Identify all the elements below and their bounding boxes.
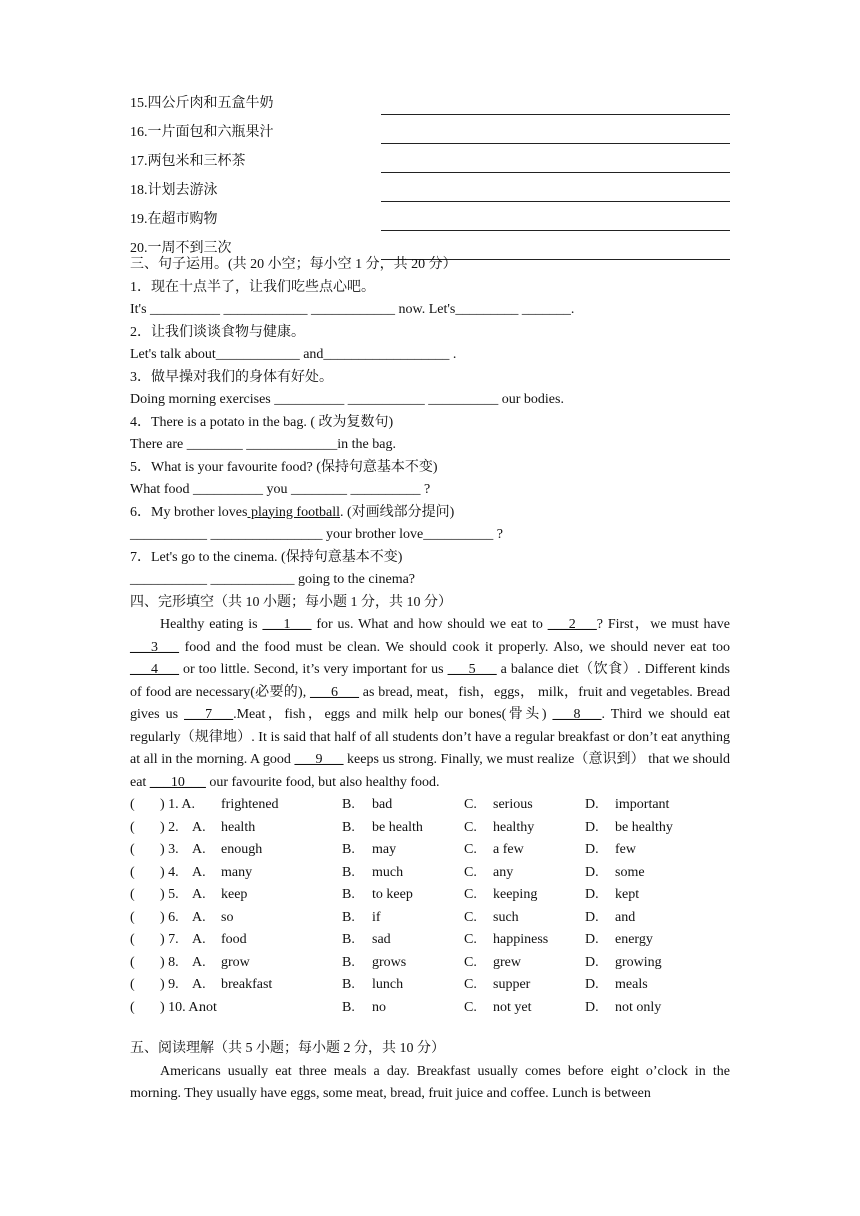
option-letter: B.	[342, 864, 355, 880]
paren-open: (	[130, 842, 135, 857]
option-letter: C.	[464, 819, 477, 835]
option-d[interactable]: meals	[615, 977, 648, 992]
paren-open: (	[130, 864, 135, 880]
paren-open: (	[130, 977, 135, 992]
blank: ___2___	[547, 617, 597, 632]
question-line: 4．There is a potato in the bag. ( 改为复数句)	[130, 414, 394, 430]
blank: ___9___	[294, 752, 344, 767]
option-c[interactable]: healthy	[493, 819, 535, 835]
option-c[interactable]: supper	[493, 977, 531, 992]
option-letter: C.	[464, 932, 477, 947]
vocab-prompt: 17.两包米和三杯茶	[130, 153, 246, 169]
option-letter: C.	[464, 842, 477, 857]
vocab-row	[130, 115, 730, 144]
cloze-passage	[130, 614, 730, 794]
option-row	[130, 817, 730, 840]
option-c[interactable]: a few	[493, 842, 524, 857]
question-line	[130, 502, 730, 525]
answer-line[interactable]: ___________ ________________ your brother love__________ ?	[130, 527, 503, 542]
paren-open: (	[130, 932, 135, 947]
option-letter: D.	[585, 842, 599, 857]
option-a[interactable]: enough	[221, 842, 263, 857]
option-letter: C.	[464, 797, 477, 812]
blank: ___10___	[149, 774, 206, 790]
option-b[interactable]: may	[372, 842, 397, 857]
option-d[interactable]: not only	[615, 999, 662, 1015]
option-row	[130, 794, 730, 817]
passage-text: for us. What and how should we eat to	[311, 617, 548, 632]
question-text: 6．My brother loves	[130, 504, 248, 520]
option-row	[130, 839, 730, 862]
option-b[interactable]: be health	[372, 819, 423, 835]
option-d[interactable]: growing	[615, 954, 662, 970]
vocab-row	[130, 202, 730, 231]
option-a[interactable]: so	[221, 909, 234, 925]
question-number: ) 7.	[160, 932, 179, 947]
option-letter: D.	[585, 954, 599, 970]
answer-line[interactable]: It's __________ ____________ ____________ now. Let's_________ _______.	[130, 302, 575, 317]
cloze-section	[130, 592, 730, 1020]
option-d[interactable]: energy	[615, 932, 653, 947]
question-text: . (对画线部分提问)	[339, 504, 455, 520]
option-letter: D.	[585, 977, 599, 992]
option-letter: D.	[585, 909, 599, 925]
answer-line[interactable]: There are ________ _____________in the bag.	[130, 437, 396, 452]
option-c[interactable]: keeping	[493, 887, 538, 902]
option-letter: D.	[585, 864, 599, 880]
answer-line[interactable]	[381, 181, 730, 202]
option-b[interactable]: grows	[372, 954, 407, 970]
section-title: 四、完形填空（共 10 小题；每小题 1 分，共 10 分）	[130, 594, 452, 610]
question-number: ) 8.	[160, 954, 179, 970]
passage-text: keeps us strong. Finally, we must realize（意识到） that we should eat	[130, 752, 730, 790]
question-line: 1．现在十点半了，让我们吃些点心吧。	[130, 279, 375, 295]
option-letter: B.	[342, 999, 355, 1015]
option-letter: C.	[464, 909, 477, 925]
answer-line[interactable]: Doing morning exercises __________ ___________ __________ our bodies.	[130, 392, 564, 407]
vocab-section	[130, 86, 730, 260]
passage-text: or too little. Second, it’s very important for us	[179, 662, 448, 677]
answer-line[interactable]	[381, 94, 730, 115]
option-a[interactable]: keep	[221, 887, 248, 902]
vocab-row	[130, 86, 730, 115]
option-c[interactable]: serious	[493, 797, 533, 812]
passage-text: as bread, meat，fish，eggs， milk，fruit and vegetables. Bread gives us	[130, 684, 730, 722]
option-letter: B.	[342, 954, 355, 970]
option-letter: D.	[585, 932, 599, 947]
option-row	[130, 997, 730, 1020]
option-b[interactable]: to keep	[372, 887, 413, 902]
passage-text: our favourite food, but also healthy food.	[205, 774, 440, 790]
question-number: ) 4.	[160, 864, 179, 880]
option-row	[130, 952, 730, 975]
vocab-prompt: 16.一片面包和六瓶果汁	[130, 124, 274, 140]
option-c[interactable]: any	[493, 864, 514, 880]
blank: ___8___	[552, 707, 602, 722]
paren-open: (	[130, 909, 135, 925]
option-letter: A.	[192, 977, 206, 992]
option-c[interactable]: not yet	[493, 999, 532, 1015]
blank: ___4___	[130, 662, 179, 677]
option-d[interactable]: important	[615, 797, 670, 812]
paren-open: (	[130, 887, 135, 902]
question-line: 3．做早操对我们的身体有好处。	[130, 369, 333, 385]
vocab-prompt: 19.在超市购物	[130, 211, 218, 227]
option-b[interactable]: sad	[372, 932, 391, 947]
option-b[interactable]: if	[372, 909, 381, 925]
option-a[interactable]: health	[221, 819, 256, 835]
option-letter: A.	[192, 954, 206, 970]
option-b[interactable]: bad	[372, 797, 393, 812]
section-title: 五、阅读理解（共 5 小题；每小题 2 分，共 10 分）	[130, 1041, 445, 1056]
option-letter: D.	[585, 999, 599, 1015]
option-d[interactable]: and	[615, 909, 636, 925]
question-line: 2．让我们谈谈食物与健康。	[130, 324, 305, 340]
blank: ___5___	[447, 662, 497, 677]
option-b[interactable]: much	[372, 864, 404, 880]
worksheet-page	[130, 95, 730, 1019]
answer-line[interactable]	[381, 210, 730, 231]
option-c[interactable]: such	[493, 909, 519, 925]
option-letter: B.	[342, 887, 355, 902]
option-b[interactable]: lunch	[372, 977, 404, 992]
option-letter: C.	[464, 999, 477, 1015]
option-a[interactable]: grow	[221, 954, 250, 970]
option-row	[130, 974, 730, 997]
passage-text: ? First，we must have	[596, 617, 730, 632]
paren-open: (	[130, 797, 135, 812]
option-c[interactable]: happiness	[493, 932, 549, 947]
option-letter: A.	[192, 842, 206, 857]
option-row	[130, 907, 730, 930]
question-number: ) 9.	[160, 977, 179, 992]
option-row	[130, 862, 730, 885]
option-row	[130, 929, 730, 952]
option-a[interactable]: breakfast	[221, 977, 273, 992]
answer-line[interactable]: Let's talk about____________ and__________________ .	[130, 347, 457, 362]
question-number: ) 3.	[160, 842, 179, 857]
reading-passage: Americans usually eat three meals a day. Breakfast usually comes before eight o’clock in the morning. They usually have eggs, some meat, bread, fruit juice and coffee. Lunch is between	[130, 1063, 730, 1101]
option-letter: A.	[192, 864, 206, 880]
option-d[interactable]: few	[615, 842, 636, 857]
option-d[interactable]: be healthy	[615, 819, 673, 835]
option-letter: A.	[192, 909, 206, 925]
blank: ___6___	[310, 684, 359, 700]
question-number: ) 2.	[160, 819, 179, 835]
option-a[interactable]: many	[221, 864, 253, 880]
option-letter: A.	[192, 887, 206, 902]
option-letter: B.	[342, 819, 355, 835]
paren-open: (	[130, 954, 135, 970]
blank: ___1___	[262, 617, 312, 632]
option-letter: B.	[342, 797, 355, 812]
option-a[interactable]: frightened	[221, 797, 279, 812]
option-letter: A.	[192, 819, 206, 835]
blank: ___7___	[184, 707, 234, 722]
passage-text: Healthy eating is	[160, 617, 263, 632]
paren-open: (	[130, 819, 135, 835]
question-number: ) 6.	[160, 909, 179, 925]
option-d[interactable]: kept	[615, 887, 640, 902]
option-letter: B.	[342, 932, 355, 947]
paren-open: (	[130, 999, 135, 1015]
option-letter: C.	[464, 977, 477, 992]
option-letter: D.	[585, 797, 599, 812]
answer-line[interactable]: ___________ ____________ going to the cinema?	[130, 572, 416, 587]
answer-line[interactable]	[381, 152, 730, 173]
option-letter: C.	[464, 887, 477, 902]
question-line: 5．What is your favourite food? (保持句意基本不变)	[130, 459, 438, 475]
option-row	[130, 884, 730, 907]
option-letter: D.	[585, 819, 599, 835]
vocab-prompt: 18.计划去游泳	[130, 182, 218, 198]
section-title: 三、句子运用。(共 20 小空；每小空 1 分，共 20 分）	[130, 257, 457, 272]
option-d[interactable]: some	[615, 864, 645, 880]
passage-text: food and the food must be clean. We should cook it properly. Also, we should never eat too	[179, 639, 730, 655]
answer-line[interactable]: What food __________ you ________ __________ ?	[130, 482, 431, 497]
underlined-phrase: playing football	[247, 504, 340, 520]
answer-line[interactable]	[381, 123, 730, 144]
passage-text: . Third we should eat regularly（规律地）. It is said that half of all students don’t have a regular breakfast or don’t eat anything at all in the morning. A good	[130, 707, 730, 767]
option-letter: B.	[342, 909, 355, 925]
blank: ___3___	[130, 639, 179, 655]
option-b[interactable]: no	[372, 999, 386, 1015]
option-letter: D.	[585, 887, 599, 902]
vocab-row	[130, 144, 730, 173]
option-a[interactable]: not	[199, 999, 217, 1015]
option-letter: C.	[464, 954, 477, 970]
vocab-row	[130, 173, 730, 202]
options-list	[130, 794, 730, 1019]
option-a[interactable]: food	[221, 932, 247, 947]
question-number: ) 5.	[160, 887, 179, 902]
option-letter: A.	[192, 932, 206, 947]
question-number: ) 1. A.	[160, 797, 195, 812]
option-c[interactable]: grew	[493, 954, 521, 970]
passage-text: a balance diet（饮食）. Different kinds of food are necessary(必要的),	[130, 662, 730, 700]
question-line: 7．Let's go to the cinema. (保持句意基本不变)	[130, 549, 403, 565]
passage-text: .Meat，fish，eggs and milk help our bones(骨头)	[233, 707, 553, 722]
option-letter: B.	[342, 977, 355, 992]
vocab-prompt: 20.一周不到三次	[130, 240, 232, 256]
option-letter: C.	[464, 864, 477, 880]
reading-section	[130, 1038, 730, 1106]
question-number: ) 10. A.	[160, 999, 202, 1015]
vocab-prompt: 15.四公斤肉和五盒牛奶	[130, 95, 274, 111]
sentence-section	[130, 254, 730, 592]
option-letter: B.	[342, 842, 355, 857]
